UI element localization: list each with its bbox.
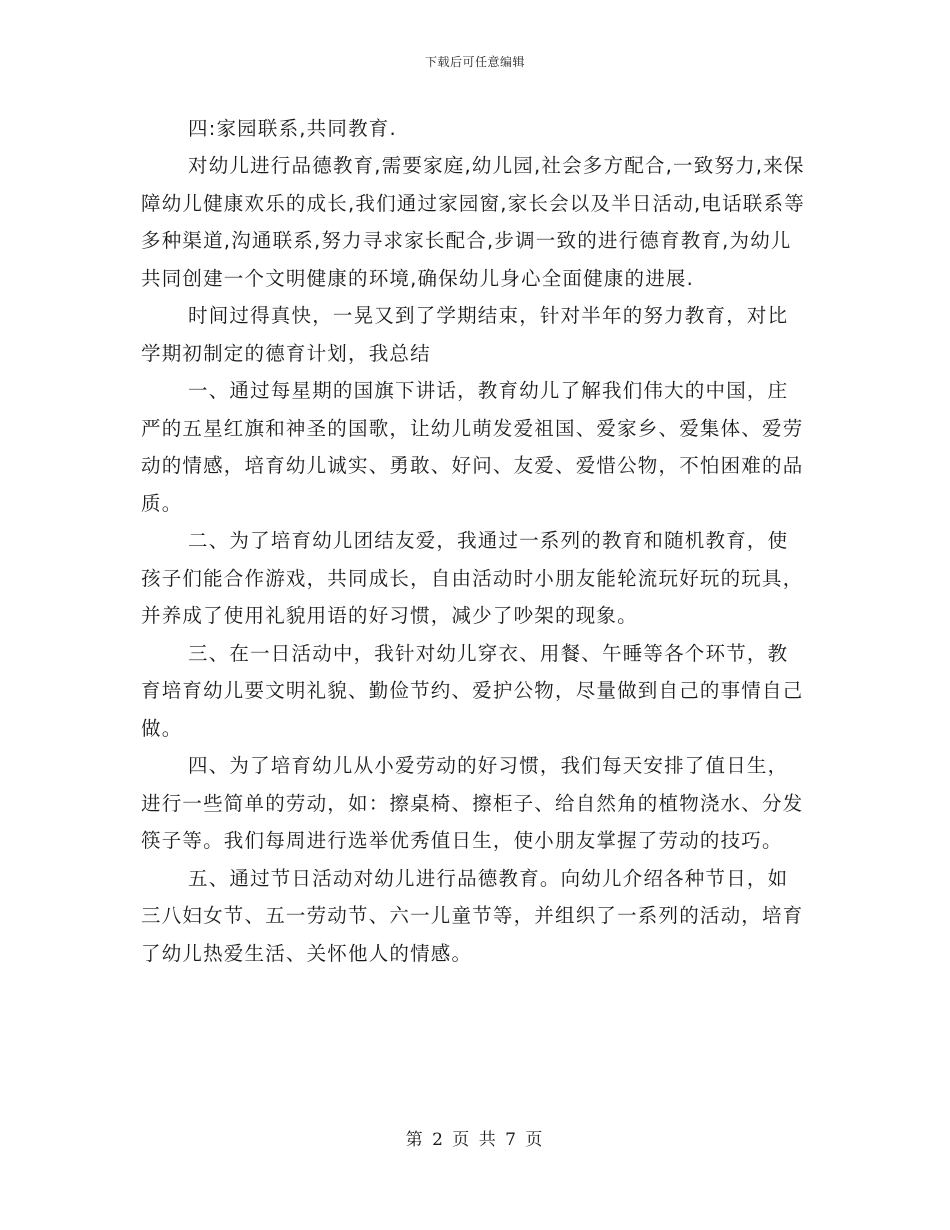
paragraph: 一、通过每星期的国旗下讲话，教育幼儿了解我们伟大的中国，庄严的五星红旗和神圣的国歌，让幼儿萌发爱祖国、爱家乡、爱集体、爱劳动的情感，培育幼儿诚实、勇敢、好问、友爱、爱惜公物，不怕困难的品质。 (141, 379, 804, 515)
header-note: 下载后可任意编辑 (424, 55, 525, 69)
document-body (141, 110, 806, 972)
paragraph: 三、在一日活动中，我针对幼儿穿衣、用餐、午睡等各个环节，教育培育幼儿要文明礼貌、勤俭节约、爱护公物，尽量做到自己的事情自己做。 (141, 641, 804, 740)
paragraph: 五、通过节日活动对幼儿进行品德教育。向幼儿介绍各种节日，如三八妇女节、五一劳动节、六一儿童节等，并组织了一系列的活动，培育了幼儿热爱生活、关怀他人的情感。 (141, 866, 804, 965)
paragraph: 对幼儿进行品德教育,需要家庭,幼儿园,社会多方配合,一致努力,来保障幼儿健康欢乐的成长,我们通过家园窗,家长会以及半日活动,电话联系等多种渠道,沟通联系,努力寻求家长配合,步调一致的进行德育教育,为幼儿共同创建一个文明健康的环境,确保幼儿身心全面健康的进展. (141, 154, 805, 290)
paragraph: 四、为了培育幼儿从小爱劳动的好习惯，我们每天安排了值日生，进行一些简单的劳动，如：擦桌椅、擦柜子、给自然角的植物浇水、分发筷子等。我们每周进行选举优秀值日生，使小朋友掌握了劳动的技巧。 (141, 754, 804, 852)
page-number: 第 2 页 共 7 页 (405, 1130, 545, 1150)
paragraph: 二、为了培育幼儿团结友爱，我通过一系列的教育和随机教育，使孩子们能合作游戏，共同成长，自由活动时小朋友能轮流玩好玩的玩具，并养成了使用礼貌用语的好习惯，减少了吵架的现象。 (141, 529, 804, 627)
paragraph: 时间过得真快，一晃又到了学期结束，针对半年的努力教育，对比学期初制定的德育计划，我总结 (141, 304, 789, 365)
paragraph: 四:家园联系,共同教育. (188, 117, 397, 140)
